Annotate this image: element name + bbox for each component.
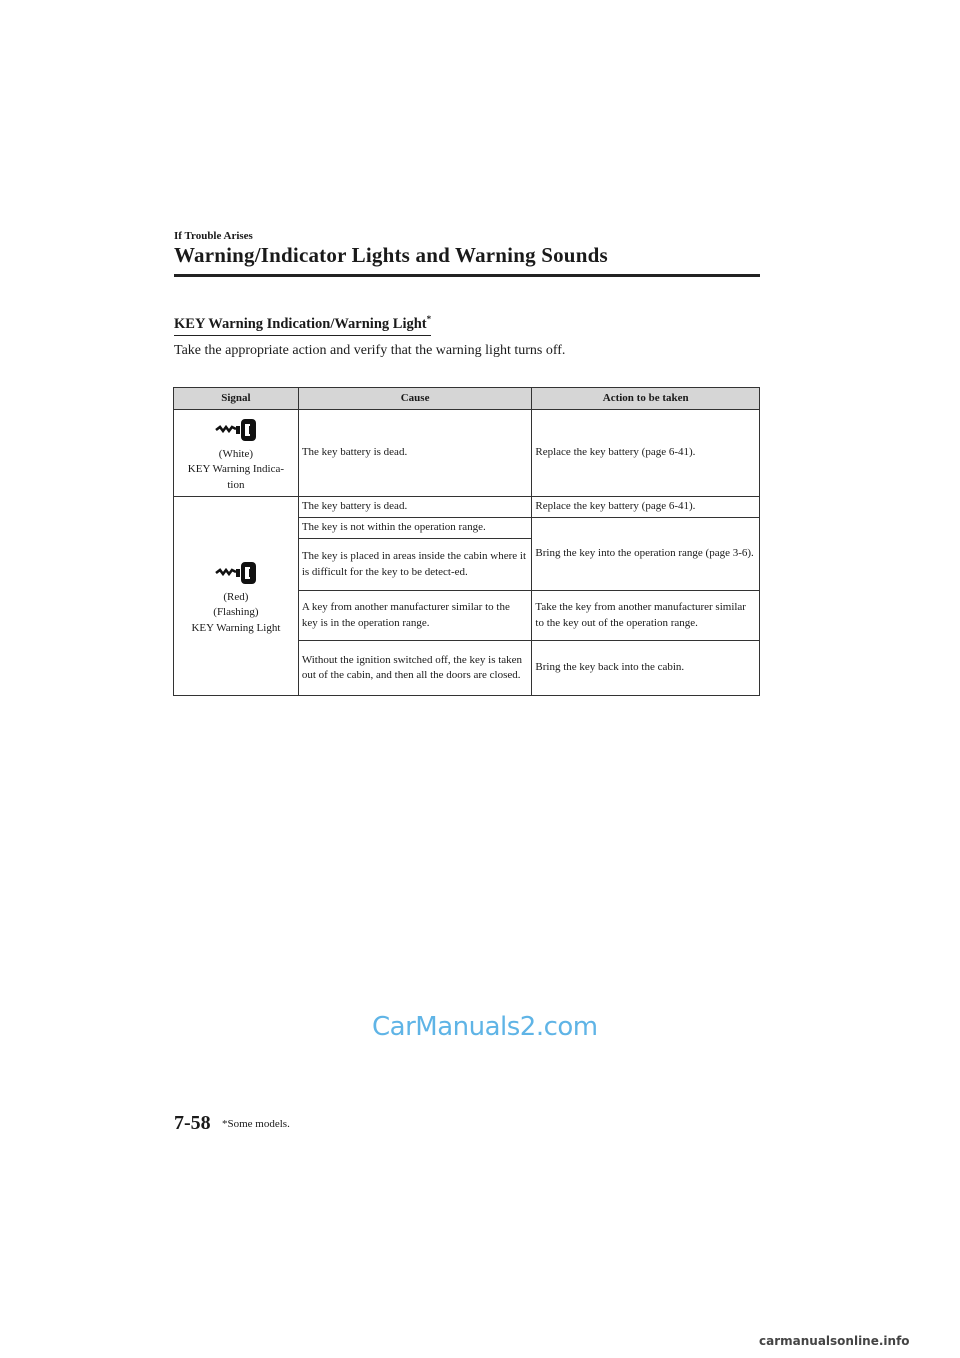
signal-label-line: KEY Warning Light (191, 621, 281, 634)
signal-label-line: (Red) (223, 590, 249, 603)
cause-cell: The key battery is dead. (298, 410, 532, 497)
cause-cell: The key is not within the operation range. (298, 518, 532, 539)
signal-label-line: (Flashing) (213, 606, 259, 619)
signal-label-line: tion (227, 478, 245, 491)
action-cell: Bring the key into the operation range (page 3-6). (532, 518, 760, 591)
signal-cell-white (174, 410, 299, 497)
warning-table (173, 387, 760, 696)
intro-text: Take the appropriate action and verify that the warning light turns off. (174, 343, 566, 358)
cause-cell: A key from another manufacturer similar to the key is in the operation range. (298, 591, 532, 641)
table-row (174, 497, 760, 518)
sub-heading-text: KEY Warning Indication/Warning Light (174, 315, 427, 332)
cause-cell: Without the ignition switched off, the key is taken out of the cabin, and then all the doors are closed. (298, 641, 532, 696)
header-action: Action to be taken (532, 388, 760, 410)
cause-cell: The key battery is dead. (298, 497, 532, 518)
watermark-logo: CarManuals2.com (372, 1012, 598, 1042)
section-label: If Trouble Arises (174, 230, 253, 242)
source-site-link[interactable]: carmanualsonline.info (759, 1334, 910, 1348)
title-divider (174, 274, 760, 277)
cause-cell: The key is placed in areas inside the cabin where it is difficult for the key to be detect-ed. (298, 539, 532, 591)
key-warning-icon (214, 417, 258, 443)
page-number: 7-58 (174, 1112, 211, 1134)
key-warning-icon (214, 560, 258, 586)
action-cell: Replace the key battery (page 6-41). (532, 497, 760, 518)
action-cell: Take the key from another manufacturer similar to the key out of the operation range. (532, 591, 760, 641)
action-cell: Replace the key battery (page 6-41). (532, 410, 760, 497)
sub-heading (174, 314, 431, 333)
header-cause: Cause (298, 388, 532, 410)
signal-cell-red (174, 497, 299, 696)
header-signal: Signal (174, 388, 299, 410)
signal-label-line: (White) (218, 447, 253, 460)
some-models-marker: * (426, 314, 432, 324)
sub-heading-underline (174, 335, 431, 336)
table-header-row (174, 388, 760, 410)
action-cell: Bring the key back into the cabin. (532, 641, 760, 696)
page-title: Warning/Indicator Lights and Warning Sounds (174, 243, 608, 267)
footnote: *Some models. (222, 1118, 290, 1130)
table-row (174, 410, 760, 497)
signal-label-line: KEY Warning Indica- (187, 463, 285, 476)
